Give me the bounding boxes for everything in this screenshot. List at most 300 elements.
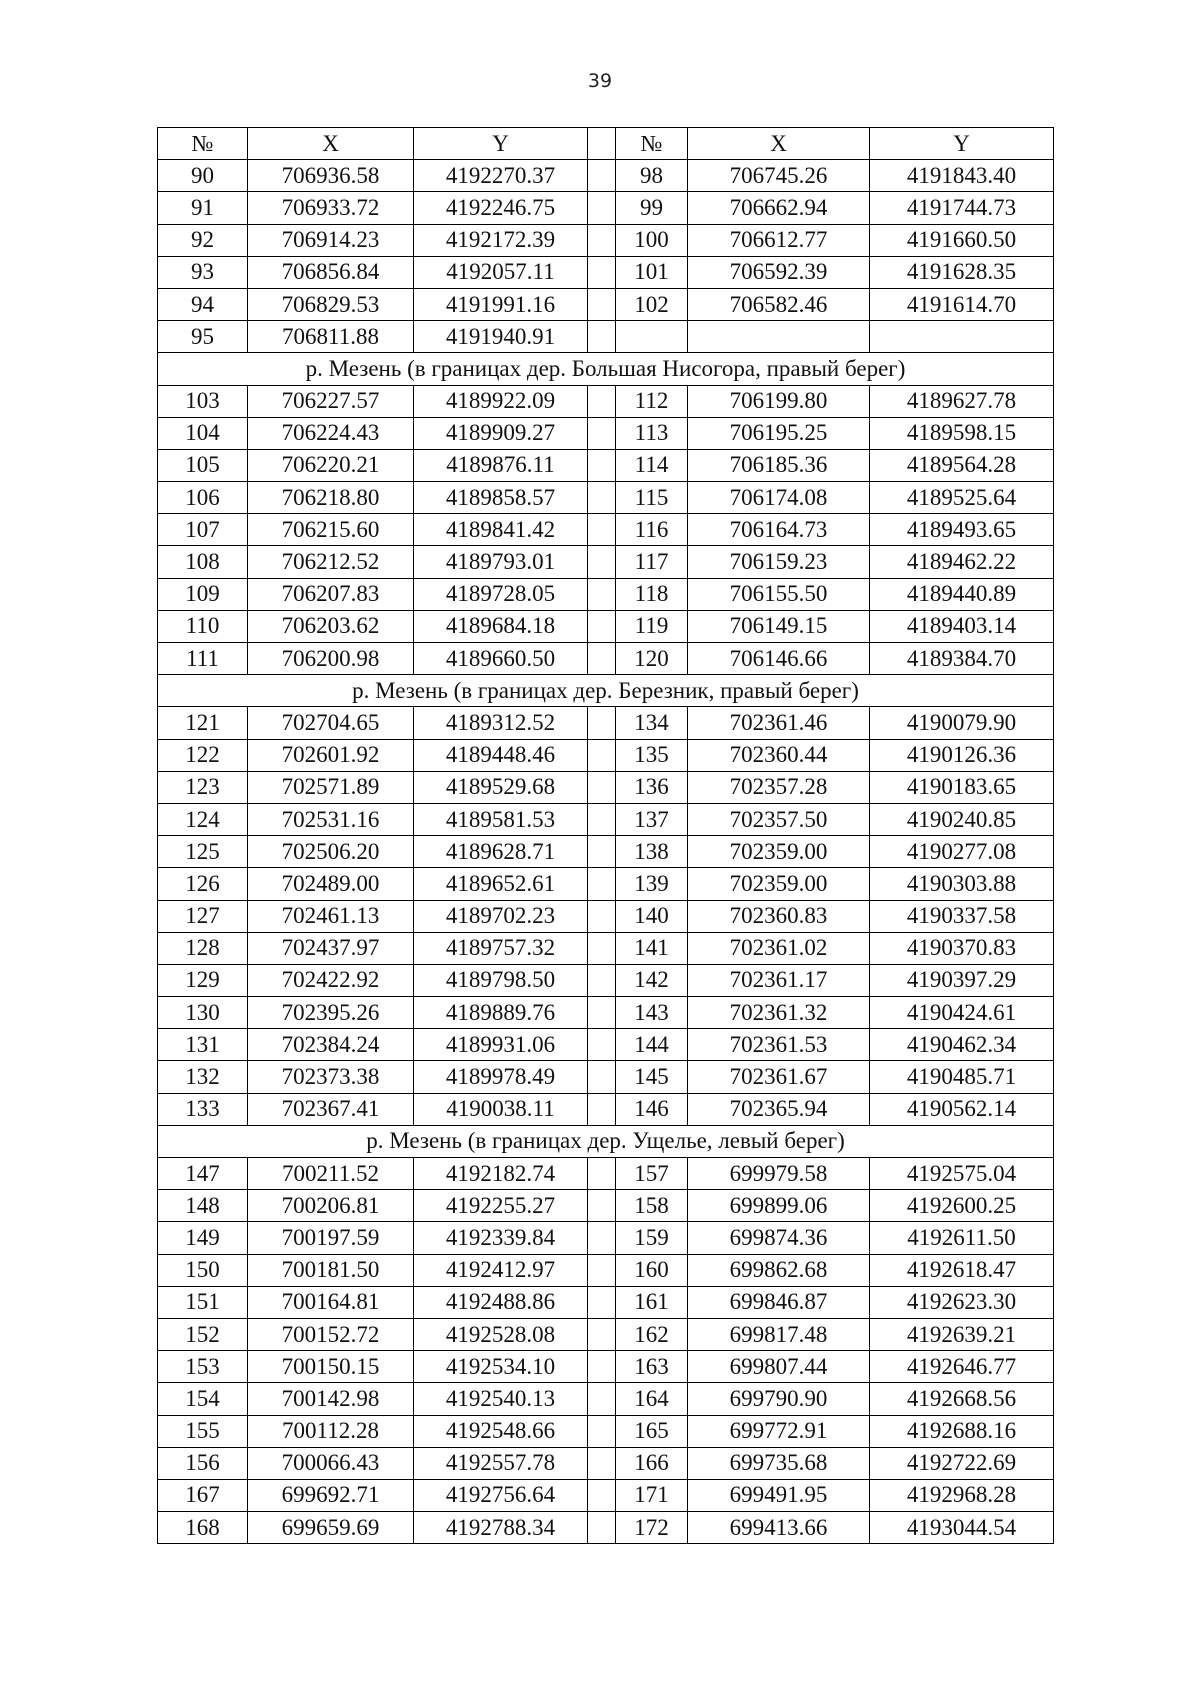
spacer-cell — [588, 610, 616, 642]
y-right: 4192575.04 — [870, 1158, 1054, 1190]
y-right: 4192722.69 — [870, 1447, 1054, 1479]
point-number-left: 148 — [158, 1190, 248, 1222]
x-right: 706155.50 — [688, 578, 870, 610]
spacer-cell — [588, 1222, 616, 1254]
spacer-cell — [588, 1383, 616, 1415]
spacer-cell — [588, 546, 616, 578]
y-right: 4190370.83 — [870, 932, 1054, 964]
y-right: 4189493.65 — [870, 514, 1054, 546]
y-left: 4189841.42 — [414, 514, 588, 546]
y-left: 4189922.09 — [414, 385, 588, 417]
spacer-cell — [588, 1254, 616, 1286]
table-row — [158, 1286, 1054, 1318]
spacer-cell — [588, 836, 616, 868]
point-number-right: 146 — [616, 1093, 688, 1125]
x-left: 702704.65 — [248, 707, 414, 739]
y-right: 4189403.14 — [870, 610, 1054, 642]
y-right: 4190562.14 — [870, 1093, 1054, 1125]
point-number-right: 119 — [616, 610, 688, 642]
spacer-cell — [588, 224, 616, 256]
table-row — [158, 546, 1054, 578]
point-number-right: 113 — [616, 417, 688, 449]
y-right: 4190337.58 — [870, 900, 1054, 932]
spacer-cell — [588, 1318, 616, 1350]
y-left: 4192246.75 — [414, 192, 588, 224]
y-right: 4191614.70 — [870, 288, 1054, 320]
y-right: 4190485.71 — [870, 1061, 1054, 1093]
y-left: 4189312.52 — [414, 707, 588, 739]
y-right: 4193044.54 — [870, 1512, 1054, 1544]
x-left: 706218.80 — [248, 482, 414, 514]
x-right: 699979.58 — [688, 1158, 870, 1190]
x-right: 706745.26 — [688, 160, 870, 192]
section-title: р. Мезень (в границах дер. Ущелье, левый берег) — [158, 1125, 1054, 1157]
x-right: 699817.48 — [688, 1318, 870, 1350]
x-right: 706185.36 — [688, 449, 870, 481]
x-left: 700112.28 — [248, 1415, 414, 1447]
point-number-right: 162 — [616, 1318, 688, 1350]
y-right: 4192968.28 — [870, 1479, 1054, 1511]
y-right: 4191744.73 — [870, 192, 1054, 224]
point-number-left: 156 — [158, 1447, 248, 1479]
y-left: 4192788.34 — [414, 1512, 588, 1544]
table-row — [158, 1479, 1054, 1511]
table-row — [158, 1158, 1054, 1190]
table-row — [158, 868, 1054, 900]
section-title: р. Мезень (в границах дер. Большая Нисогора, правый берег) — [158, 353, 1054, 385]
y-left: 4192057.11 — [414, 256, 588, 288]
header-num-left: № — [158, 128, 248, 160]
x-right: 702360.44 — [688, 739, 870, 771]
point-number-right: 101 — [616, 256, 688, 288]
spacer-cell — [588, 932, 616, 964]
point-number-right: 118 — [616, 578, 688, 610]
y-right: 4192600.25 — [870, 1190, 1054, 1222]
point-number-right: 158 — [616, 1190, 688, 1222]
y-left: 4192534.10 — [414, 1351, 588, 1383]
table-row — [158, 1415, 1054, 1447]
point-number-right: 135 — [616, 739, 688, 771]
point-number-left: 167 — [158, 1479, 248, 1511]
y-right: 4192623.30 — [870, 1286, 1054, 1318]
x-right: 702359.00 — [688, 868, 870, 900]
y-right: 4189440.89 — [870, 578, 1054, 610]
y-right: 4190462.34 — [870, 1029, 1054, 1061]
point-number-left: 121 — [158, 707, 248, 739]
table-row — [158, 803, 1054, 835]
spacer-cell — [588, 449, 616, 481]
point-number-right: 166 — [616, 1447, 688, 1479]
spacer-cell — [588, 288, 616, 320]
y-left: 4191940.91 — [414, 321, 588, 353]
point-number-right: 98 — [616, 160, 688, 192]
x-left: 702373.38 — [248, 1061, 414, 1093]
x-left: 699692.71 — [248, 1479, 414, 1511]
table-row — [158, 1254, 1054, 1286]
table-row — [158, 1061, 1054, 1093]
x-left: 706936.58 — [248, 160, 414, 192]
x-left: 700197.59 — [248, 1222, 414, 1254]
spacer-cell — [588, 1415, 616, 1447]
table-row — [158, 836, 1054, 868]
y-right: 4189384.70 — [870, 643, 1054, 675]
point-number-right: 172 — [616, 1512, 688, 1544]
x-left: 706829.53 — [248, 288, 414, 320]
point-number-left: 108 — [158, 546, 248, 578]
point-number-left: 109 — [158, 578, 248, 610]
y-right: 4189462.22 — [870, 546, 1054, 578]
point-number-right: 116 — [616, 514, 688, 546]
x-left: 706200.98 — [248, 643, 414, 675]
table-row — [158, 771, 1054, 803]
point-number-left: 124 — [158, 803, 248, 835]
section-title: р. Мезень (в границах дер. Березник, правый берег) — [158, 675, 1054, 707]
spacer-cell — [588, 385, 616, 417]
x-right: 706159.23 — [688, 546, 870, 578]
point-number-left: 154 — [158, 1383, 248, 1415]
table-row — [158, 449, 1054, 481]
x-right: 702365.94 — [688, 1093, 870, 1125]
spacer-cell — [588, 739, 616, 771]
point-number-right: 143 — [616, 997, 688, 1029]
point-number-left: 126 — [158, 868, 248, 900]
x-left: 702489.00 — [248, 868, 414, 900]
y-left: 4189702.23 — [414, 900, 588, 932]
table-row — [158, 739, 1054, 771]
point-number-left: 103 — [158, 385, 248, 417]
x-left: 699659.69 — [248, 1512, 414, 1544]
y-right: 4190303.88 — [870, 868, 1054, 900]
y-right — [870, 321, 1054, 353]
y-right: 4191660.50 — [870, 224, 1054, 256]
y-right: 4192688.16 — [870, 1415, 1054, 1447]
spacer-cell — [588, 321, 616, 353]
point-number-left: 155 — [158, 1415, 248, 1447]
x-left: 702437.97 — [248, 932, 414, 964]
x-left: 700152.72 — [248, 1318, 414, 1350]
x-right: 702361.32 — [688, 997, 870, 1029]
table-row — [158, 1351, 1054, 1383]
point-number-left: 93 — [158, 256, 248, 288]
spacer-cell — [588, 997, 616, 1029]
table-row — [158, 643, 1054, 675]
y-right: 4190277.08 — [870, 836, 1054, 868]
x-right: 699491.95 — [688, 1479, 870, 1511]
x-right: 699790.90 — [688, 1383, 870, 1415]
x-right: 699874.36 — [688, 1222, 870, 1254]
point-number-left: 129 — [158, 964, 248, 996]
x-left: 706220.21 — [248, 449, 414, 481]
y-left: 4190038.11 — [414, 1093, 588, 1125]
spacer-cell — [588, 1512, 616, 1544]
point-number-right: 139 — [616, 868, 688, 900]
point-number-right: 160 — [616, 1254, 688, 1286]
point-number-left: 122 — [158, 739, 248, 771]
point-number-right: 138 — [616, 836, 688, 868]
table-row — [158, 321, 1054, 353]
x-left: 700150.15 — [248, 1351, 414, 1383]
point-number-right: 114 — [616, 449, 688, 481]
point-number-left: 125 — [158, 836, 248, 868]
y-left: 4189448.46 — [414, 739, 588, 771]
table-row — [158, 1447, 1054, 1479]
point-number-left: 130 — [158, 997, 248, 1029]
y-right: 4190424.61 — [870, 997, 1054, 1029]
point-number-right: 171 — [616, 1479, 688, 1511]
point-number-right: 140 — [616, 900, 688, 932]
x-right: 702357.28 — [688, 771, 870, 803]
y-left: 4189876.11 — [414, 449, 588, 481]
x-right: 699807.44 — [688, 1351, 870, 1383]
point-number-left: 132 — [158, 1061, 248, 1093]
point-number-right: 136 — [616, 771, 688, 803]
x-left: 702367.41 — [248, 1093, 414, 1125]
y-left: 4189652.61 — [414, 868, 588, 900]
point-number-left: 150 — [158, 1254, 248, 1286]
y-left: 4192339.84 — [414, 1222, 588, 1254]
table-row — [158, 482, 1054, 514]
y-left: 4189728.05 — [414, 578, 588, 610]
point-number-right — [616, 321, 688, 353]
y-left: 4189909.27 — [414, 417, 588, 449]
point-number-left: 128 — [158, 932, 248, 964]
header-row — [158, 128, 1054, 160]
point-number-right: 100 — [616, 224, 688, 256]
point-number-right: 161 — [616, 1286, 688, 1318]
point-number-right: 142 — [616, 964, 688, 996]
x-left: 706811.88 — [248, 321, 414, 353]
x-left: 706215.60 — [248, 514, 414, 546]
table-row — [158, 1190, 1054, 1222]
x-right: 699413.66 — [688, 1512, 870, 1544]
x-left: 706212.52 — [248, 546, 414, 578]
point-number-right: 134 — [616, 707, 688, 739]
x-left: 700181.50 — [248, 1254, 414, 1286]
spacer-cell — [588, 707, 616, 739]
y-right: 4189627.78 — [870, 385, 1054, 417]
y-right: 4192611.50 — [870, 1222, 1054, 1254]
point-number-right: 164 — [616, 1383, 688, 1415]
x-left: 702571.89 — [248, 771, 414, 803]
point-number-left: 111 — [158, 643, 248, 675]
spacer-cell — [588, 256, 616, 288]
x-right: 699899.06 — [688, 1190, 870, 1222]
y-left: 4189757.32 — [414, 932, 588, 964]
x-left: 706203.62 — [248, 610, 414, 642]
y-right: 4191843.40 — [870, 160, 1054, 192]
table-row — [158, 192, 1054, 224]
spacer-cell — [588, 160, 616, 192]
point-number-left: 107 — [158, 514, 248, 546]
y-left: 4192172.39 — [414, 224, 588, 256]
y-right: 4191628.35 — [870, 256, 1054, 288]
spacer-cell — [588, 1158, 616, 1190]
table-row — [158, 1318, 1054, 1350]
y-right: 4192639.21 — [870, 1318, 1054, 1350]
point-number-left: 94 — [158, 288, 248, 320]
point-number-right: 112 — [616, 385, 688, 417]
x-left: 702601.92 — [248, 739, 414, 771]
x-right: 702360.83 — [688, 900, 870, 932]
x-left: 702506.20 — [248, 836, 414, 868]
spacer-cell — [588, 1093, 616, 1125]
spacer-cell — [588, 578, 616, 610]
point-number-right: 144 — [616, 1029, 688, 1061]
spacer-cell — [588, 482, 616, 514]
x-left: 700211.52 — [248, 1158, 414, 1190]
table-row — [158, 610, 1054, 642]
x-right: 706662.94 — [688, 192, 870, 224]
x-right: 702361.46 — [688, 707, 870, 739]
point-number-left: 147 — [158, 1158, 248, 1190]
table-row — [158, 160, 1054, 192]
x-left: 702395.26 — [248, 997, 414, 1029]
table-row — [158, 1029, 1054, 1061]
spacer-cell — [588, 964, 616, 996]
table-row — [158, 224, 1054, 256]
x-right: 699846.87 — [688, 1286, 870, 1318]
x-left: 706224.43 — [248, 417, 414, 449]
table-row — [158, 578, 1054, 610]
spacer-cell — [588, 192, 616, 224]
section-row — [158, 1125, 1054, 1157]
x-right: 702359.00 — [688, 836, 870, 868]
y-left: 4189978.49 — [414, 1061, 588, 1093]
x-right: 699772.91 — [688, 1415, 870, 1447]
spacer-cell — [588, 1286, 616, 1318]
y-left: 4189684.18 — [414, 610, 588, 642]
point-number-left: 153 — [158, 1351, 248, 1383]
x-left: 700164.81 — [248, 1286, 414, 1318]
table-row — [158, 1093, 1054, 1125]
point-number-left: 127 — [158, 900, 248, 932]
point-number-left: 110 — [158, 610, 248, 642]
point-number-left: 131 — [158, 1029, 248, 1061]
point-number-right: 99 — [616, 192, 688, 224]
x-right: 706164.73 — [688, 514, 870, 546]
point-number-left: 106 — [158, 482, 248, 514]
spacer-cell — [588, 1447, 616, 1479]
y-right: 4190126.36 — [870, 739, 1054, 771]
coordinates-table — [157, 127, 1054, 1544]
point-number-left: 105 — [158, 449, 248, 481]
point-number-left: 149 — [158, 1222, 248, 1254]
header-num-right: № — [616, 128, 688, 160]
y-left: 4192528.08 — [414, 1318, 588, 1350]
header-x-left: X — [248, 128, 414, 160]
x-right: 706582.46 — [688, 288, 870, 320]
section-row — [158, 675, 1054, 707]
x-right: 706592.39 — [688, 256, 870, 288]
y-left: 4189529.68 — [414, 771, 588, 803]
table-row — [158, 900, 1054, 932]
point-number-left: 123 — [158, 771, 248, 803]
point-number-right: 141 — [616, 932, 688, 964]
x-left: 706914.23 — [248, 224, 414, 256]
y-left: 4189889.76 — [414, 997, 588, 1029]
y-left: 4192412.97 — [414, 1254, 588, 1286]
point-number-left: 90 — [158, 160, 248, 192]
x-left: 702531.16 — [248, 803, 414, 835]
table-row — [158, 256, 1054, 288]
y-left: 4191991.16 — [414, 288, 588, 320]
y-left: 4189793.01 — [414, 546, 588, 578]
y-right: 4189564.28 — [870, 449, 1054, 481]
y-left: 4192540.13 — [414, 1383, 588, 1415]
x-right: 702361.17 — [688, 964, 870, 996]
point-number-left: 95 — [158, 321, 248, 353]
y-right: 4192618.47 — [870, 1254, 1054, 1286]
spacer-cell — [588, 1029, 616, 1061]
table-row — [158, 1383, 1054, 1415]
point-number-right: 145 — [616, 1061, 688, 1093]
y-left: 4192182.74 — [414, 1158, 588, 1190]
header-y-right: Y — [870, 128, 1054, 160]
x-right — [688, 321, 870, 353]
table-row — [158, 288, 1054, 320]
spacer-cell — [588, 1190, 616, 1222]
table-row — [158, 1512, 1054, 1544]
point-number-left: 168 — [158, 1512, 248, 1544]
table-row — [158, 514, 1054, 546]
page-number: 39 — [587, 70, 613, 92]
y-left: 4189628.71 — [414, 836, 588, 868]
x-left: 702422.92 — [248, 964, 414, 996]
x-left: 706933.72 — [248, 192, 414, 224]
x-right: 699862.68 — [688, 1254, 870, 1286]
x-right: 702361.53 — [688, 1029, 870, 1061]
y-left: 4189581.53 — [414, 803, 588, 835]
point-number-left: 104 — [158, 417, 248, 449]
y-right: 4189525.64 — [870, 482, 1054, 514]
y-left: 4192255.27 — [414, 1190, 588, 1222]
table-row — [158, 417, 1054, 449]
point-number-right: 102 — [616, 288, 688, 320]
y-left: 4189858.57 — [414, 482, 588, 514]
x-left: 706207.83 — [248, 578, 414, 610]
x-right: 702357.50 — [688, 803, 870, 835]
x-right: 702361.67 — [688, 1061, 870, 1093]
x-right: 706174.08 — [688, 482, 870, 514]
y-right: 4190079.90 — [870, 707, 1054, 739]
x-right: 706195.25 — [688, 417, 870, 449]
x-left: 706856.84 — [248, 256, 414, 288]
y-left: 4192756.64 — [414, 1479, 588, 1511]
point-number-right: 157 — [616, 1158, 688, 1190]
point-number-left: 152 — [158, 1318, 248, 1350]
spacer-cell — [588, 1061, 616, 1093]
header-y-left: Y — [414, 128, 588, 160]
point-number-left: 151 — [158, 1286, 248, 1318]
table-row — [158, 932, 1054, 964]
x-left: 700142.98 — [248, 1383, 414, 1415]
point-number-right: 163 — [616, 1351, 688, 1383]
point-number-right: 159 — [616, 1222, 688, 1254]
spacer-cell — [588, 900, 616, 932]
y-left: 4192557.78 — [414, 1447, 588, 1479]
section-row — [158, 353, 1054, 385]
x-left: 702384.24 — [248, 1029, 414, 1061]
y-left: 4189660.50 — [414, 643, 588, 675]
header-x-right: X — [688, 128, 870, 160]
spacer-cell — [588, 868, 616, 900]
y-right: 4189598.15 — [870, 417, 1054, 449]
y-left: 4192548.66 — [414, 1415, 588, 1447]
table-row — [158, 707, 1054, 739]
y-left: 4189798.50 — [414, 964, 588, 996]
x-left: 700066.43 — [248, 1447, 414, 1479]
spacer-cell — [588, 128, 616, 160]
